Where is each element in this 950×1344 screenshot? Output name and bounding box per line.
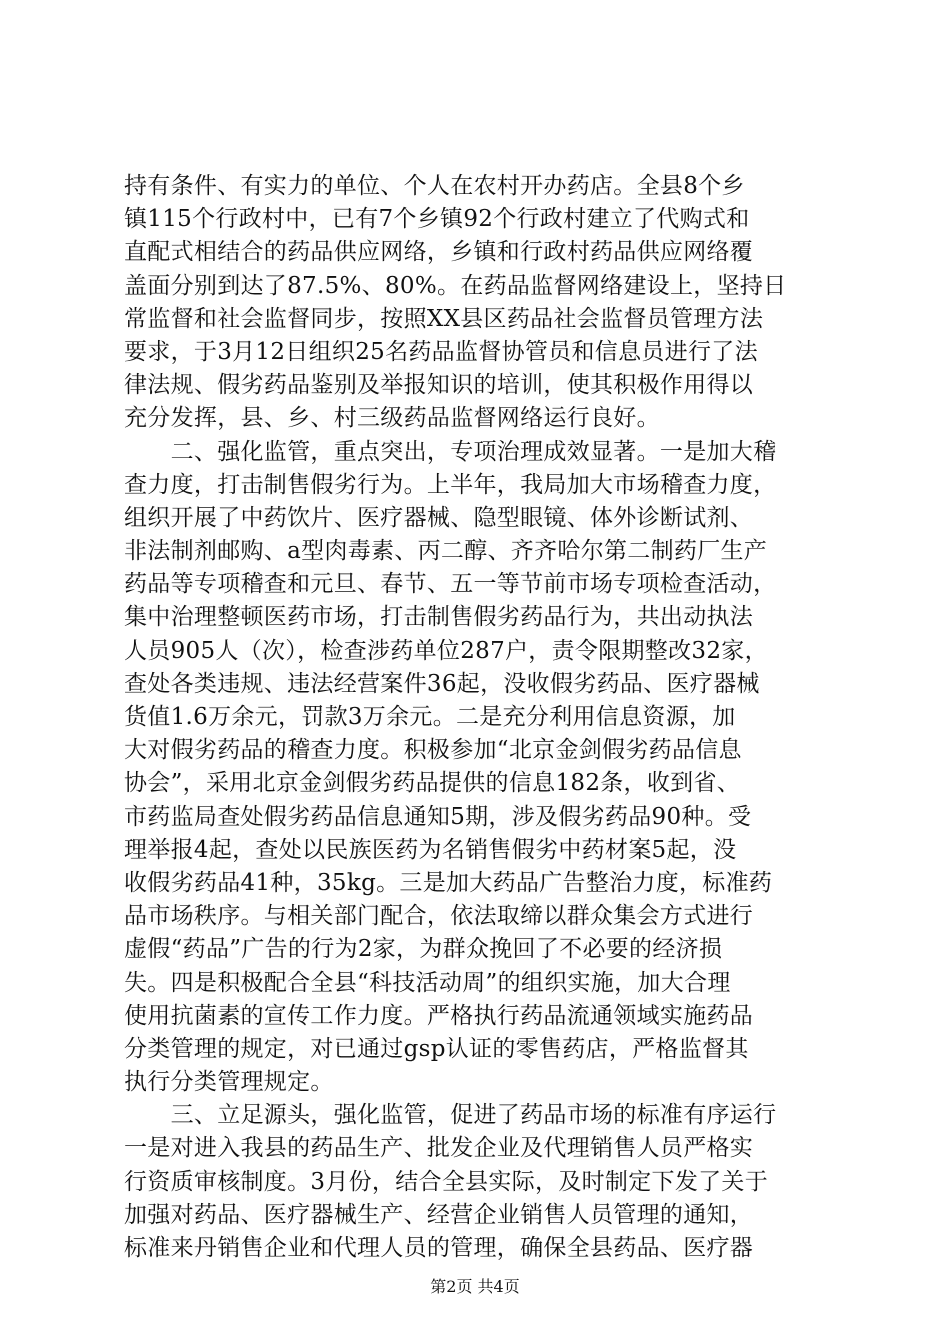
text-line: 分类管理的规定，对已通过gsp认证的零售药店，严格监督其 xyxy=(124,1035,749,1062)
text-line: 行资质审核制度。3月份，结合全县实际，及时制定下发了关于 xyxy=(124,1168,769,1195)
text-line: 集中治理整顿医药市场，打击制售假劣药品行为，共出动执法 xyxy=(124,604,754,631)
text-line: 理举报4起，查处以民族医药为名销售假劣中药材案5起，没 xyxy=(124,836,737,863)
text-line: 货值1.6万余元，罚款3万余元。二是充分利用信息资源，加 xyxy=(124,704,736,730)
text-line: 常监督和社会监督同步，按照XX县区药品社会监督员管理方法 xyxy=(124,305,764,332)
text-line: 查力度，打击制售假劣行为。上半年，我局加大市场稽查力度， xyxy=(124,471,777,498)
text-line: 虚假“药品”广告的行为2家，为群众挽回了不必要的经济损 xyxy=(124,936,723,963)
text-line: 市药监局查处假劣药品信息通知5期，涉及假劣药品90种。受 xyxy=(124,803,752,830)
text-line: 充分发挥，县、乡、村三级药品监督网络运行良好。 xyxy=(124,405,660,432)
text-line: 大对假劣药品的稽查力度。积极参加“北京金剑假劣药品信息 xyxy=(124,737,742,764)
text-line: 非法制剂邮购、a型肉毒素、丙二醇、齐齐哈尔第二制药厂生产 xyxy=(124,538,768,565)
text-line: 查处各类违规、违法经营案件36起，没收假劣药品、医疗器械 xyxy=(124,670,760,697)
text-line: 持有条件、有实力的单位、个人在农村开办药店。全县8个乡 xyxy=(124,173,745,199)
text-line: 收假劣药品41种，35kg。三是加大药品广告整治力度，标准药 xyxy=(124,869,773,896)
text-line: 失。四是积极配合全县“科技活动周”的组织实施，加大合理 xyxy=(124,969,731,996)
text-line: 协会”，采用北京金剑假劣药品提供的信息182条，收到省、 xyxy=(124,770,741,797)
text-line: 盖面分别到达了87.5%、80%。在药品监督网络建设上，坚持日 xyxy=(124,272,787,299)
text-line: 直配式相结合的药品供应网络，乡镇和行政村药品供应网络覆 xyxy=(124,239,754,266)
text-line: 药品等专项稽查和元旦、春节、五一等节前市场专项检查活动， xyxy=(124,571,777,598)
text-line: 使用抗菌素的宣传工作力度。严格执行药品流通领域实施药品 xyxy=(124,1002,754,1029)
text-line: 执行分类管理规定。 xyxy=(124,1069,334,1096)
text-line: 三、立足源头，强化监管，促进了药品市场的标准有序运行 xyxy=(124,1102,777,1129)
text-line: 标准来丹销售企业和代理人员的管理，确保全县药品、医疗器 xyxy=(124,1235,754,1261)
text-line: 二、强化监管，重点突出，专项治理成效显著。一是加大稽 xyxy=(124,438,777,465)
text-line: 品市场秩序。与相关部门配合，依法取缔以群众集会方式进行 xyxy=(124,903,754,930)
text-line: 一是对进入我县的药品生产、批发企业及代理销售人员严格实 xyxy=(124,1135,754,1162)
text-line: 组织开展了中药饮片、医疗器械、隐型眼镜、体外诊断试剂、 xyxy=(124,504,754,531)
text-line: 要求，于3月12日组织25名药品监督协管员和信息员进行了法 xyxy=(124,338,758,365)
text-line: 加强对药品、医疗器械生产、经营企业销售人员管理的通知， xyxy=(124,1201,754,1228)
document-body xyxy=(124,170,830,1265)
text-line: 镇115个行政村中，已有7个乡镇92个行政村建立了代购式和 xyxy=(124,206,750,233)
text-line: 人员905人（次），检查涉药单位287户，责令限期整改32家， xyxy=(124,637,768,664)
text-line: 律法规、假劣药品鉴别及举报知识的培训，使其积极作用得以 xyxy=(124,372,754,399)
page-number-footer: 第2页 共4页 xyxy=(430,1277,520,1296)
